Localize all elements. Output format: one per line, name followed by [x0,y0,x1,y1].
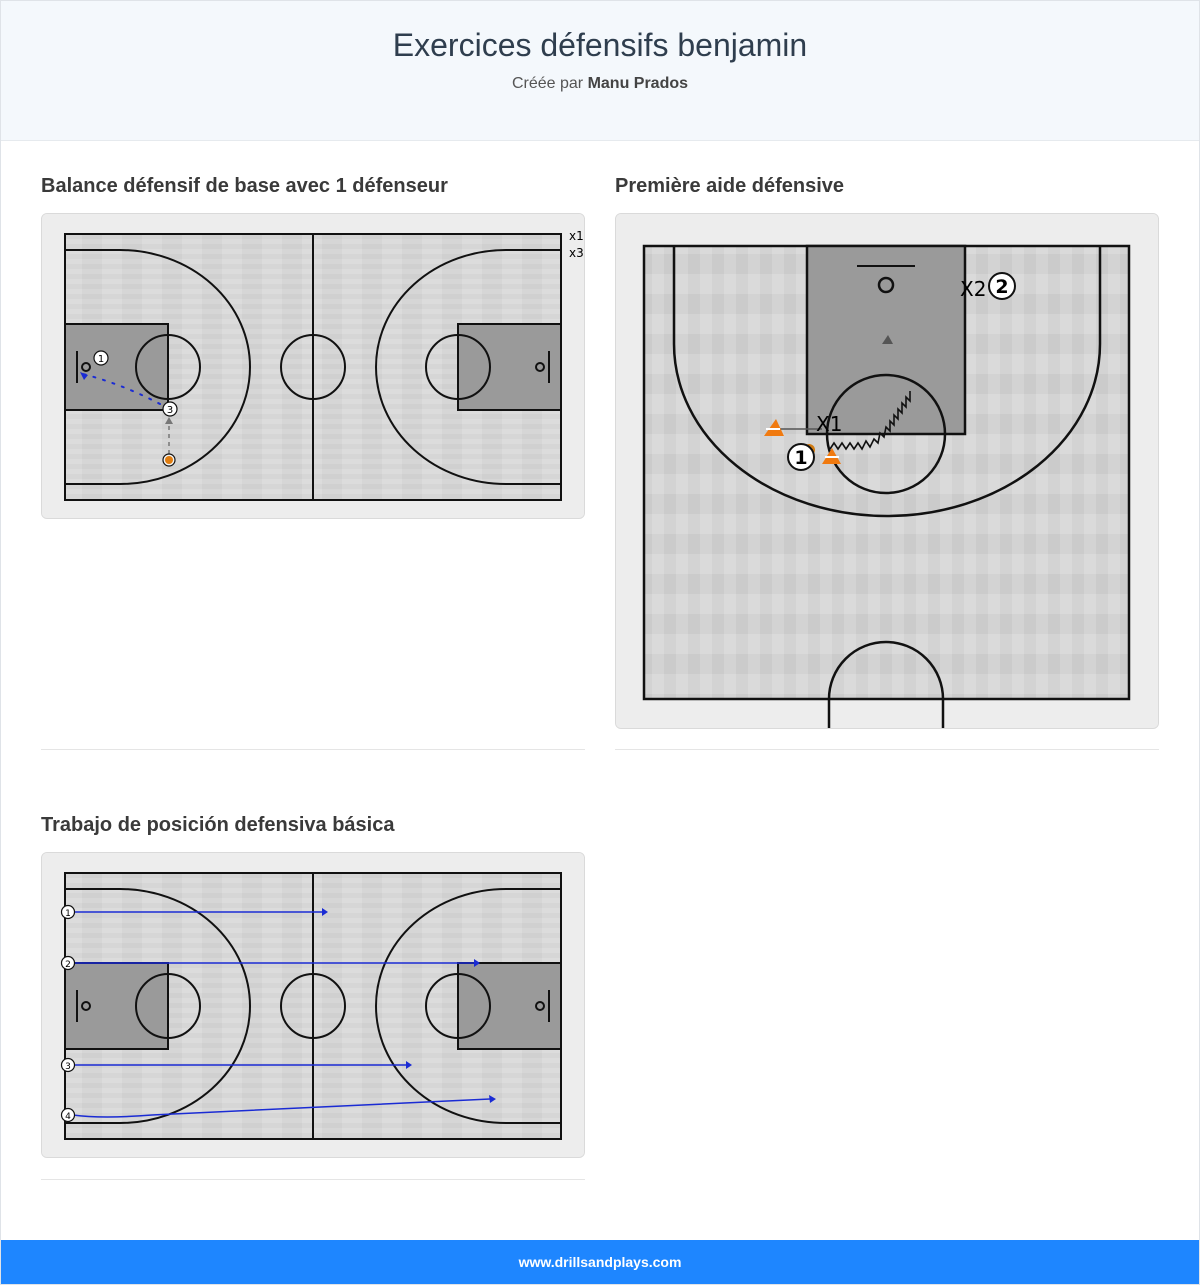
court-diagram [42,853,584,1157]
svg-text:2: 2 [65,960,71,970]
author-name[interactable]: Manu Prados [587,75,689,92]
drill-card-1 [41,174,585,750]
drill-diagram[interactable] [41,852,585,1158]
player-marker [788,444,814,470]
player-marker [94,351,108,365]
site-footer [1,1240,1199,1284]
drill-diagram[interactable] [615,213,1159,729]
court-diagram [616,214,1158,728]
defender-label: x1 [569,229,584,243]
svg-text:1: 1 [97,354,105,365]
drill-card-3 [41,813,585,1180]
player-marker [163,402,177,416]
drill-card-2 [615,174,1159,750]
defender-label: X1 [816,412,843,436]
player-marker [989,273,1015,299]
card-divider [41,1179,585,1180]
card-divider [41,749,585,750]
byline-prefix: Créée par [511,75,584,92]
svg-text:1: 1 [65,909,71,919]
defender-label: x3 [569,246,584,260]
drill-title[interactable]: Balance défensif de base avec 1 défenseur [41,175,448,197]
defender-label: X2 [960,277,987,301]
court-diagram [42,214,584,518]
footer-site-link[interactable]: www.drillsandplays.com [518,1254,682,1270]
svg-text:3: 3 [166,405,174,416]
player-marker [62,957,75,971]
svg-text:1: 1 [794,447,808,469]
card-divider [615,749,1159,750]
svg-text:4: 4 [65,1112,71,1122]
page-header [1,1,1199,141]
player-marker [62,906,75,920]
author-byline [1,75,1199,93]
drill-title[interactable]: Trabajo de posición defensiva básica [41,814,395,836]
page-title: Exercices défensifs benjamin [392,27,808,63]
svg-text:3: 3 [65,1062,71,1072]
player-marker [62,1059,75,1073]
drill-title[interactable]: Première aide défensive [615,175,845,197]
drill-diagram[interactable] [41,213,585,519]
svg-text:2: 2 [995,276,1009,298]
player-marker [62,1109,75,1123]
